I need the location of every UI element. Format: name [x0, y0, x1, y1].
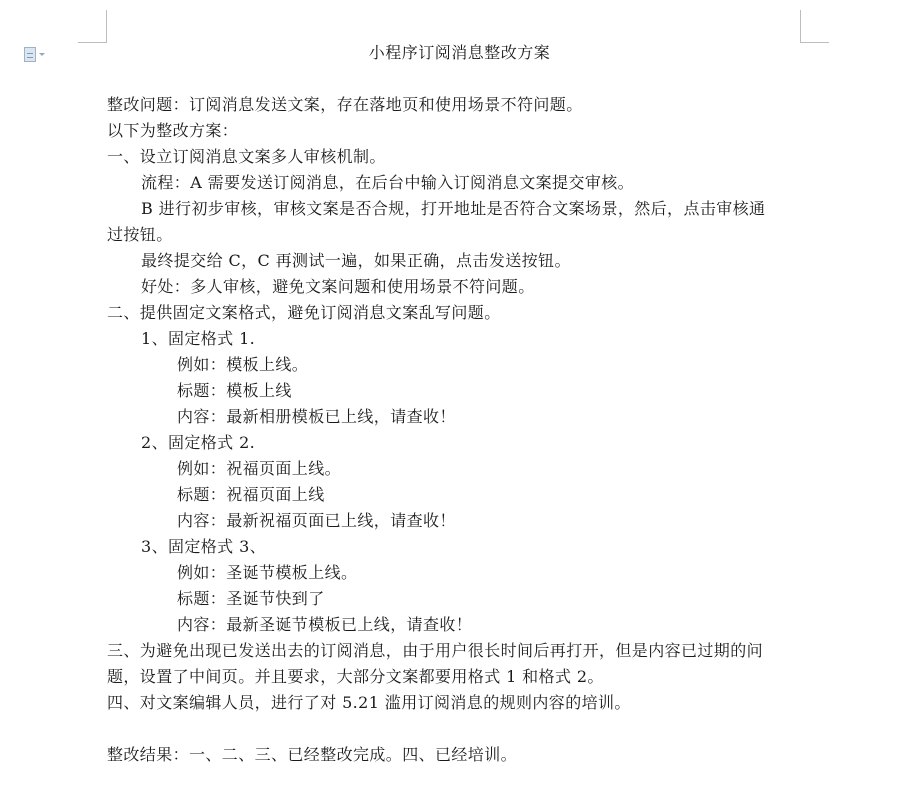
- section-3-cont: 题，设置了中间页。并且要求，大部分文案都要用格式 1 和格式 2。: [107, 667, 604, 686]
- section-heading-1: 一、设立订阅消息文案多人审核机制。: [107, 147, 386, 166]
- document-title: 小程序订阅消息整改方案: [368, 43, 551, 62]
- format-1-title: 标题：模板上线: [177, 381, 292, 400]
- format-heading-3: 3、固定格式 3、: [141, 537, 267, 556]
- format-2-content: 内容：最新祝福页面已上线，请查收！: [177, 511, 456, 530]
- format-1-example: 例如：模板上线。: [177, 355, 309, 374]
- paragraph-benefit: 好处：多人审核，避免文案问题和使用场景不符问题。: [141, 277, 535, 296]
- margin-corner-top-left: [78, 10, 107, 43]
- format-3-title: 标题：圣诞节快到了: [177, 589, 325, 608]
- format-2-example: 例如：祝福页面上线。: [177, 459, 342, 478]
- section-heading-4: 四、对文案编辑人员，进行了对 5.21 滥用订阅消息的规则内容的培训。: [107, 693, 631, 712]
- blank-line: [107, 716, 802, 742]
- paragraph-review-cont: 过按钮。: [107, 225, 173, 244]
- section-heading-2: 二、提供固定文案格式，避免订阅消息文案乱写问题。: [107, 303, 501, 322]
- paragraph-issue: 整改问题：订阅消息发送文案，存在落地页和使用场景不符问题。: [107, 95, 583, 114]
- format-heading-2: 2、固定格式 2.: [141, 433, 256, 452]
- paragraph-review: B 进行初步审核，审核文案是否合规，打开地址是否符合文案场景，然后，点击审核通: [141, 199, 766, 218]
- paragraph-process: 流程：A 需要发送订阅消息，在后台中输入订阅消息文案提交审核。: [141, 173, 635, 192]
- paragraph-intro: 以下为整改方案：: [107, 121, 239, 140]
- format-1-content: 内容：最新相册模板已上线，请查收！: [177, 407, 456, 426]
- format-3-content: 内容：最新圣诞节模板已上线，请查收！: [177, 615, 473, 634]
- section-heading-3: 三、为避免出现已发送出去的订阅消息，由于用户很长时间后再打开，但是内容已过期的问: [107, 641, 764, 660]
- paragraph-final: 最终提交给 C，C 再测试一遍，如果正确，点击发送按钮。: [141, 251, 571, 270]
- format-2-title: 标题：祝福页面上线: [177, 485, 325, 504]
- format-heading-1: 1、固定格式 1.: [141, 329, 256, 348]
- margin-corner-top-right: [800, 10, 829, 43]
- paragraph-result: 整改结果：一、二、三、已经整改完成。四、已经培训。: [107, 745, 518, 764]
- format-3-example: 例如：圣诞节模板上线。: [177, 563, 358, 582]
- document-body: [107, 92, 802, 768]
